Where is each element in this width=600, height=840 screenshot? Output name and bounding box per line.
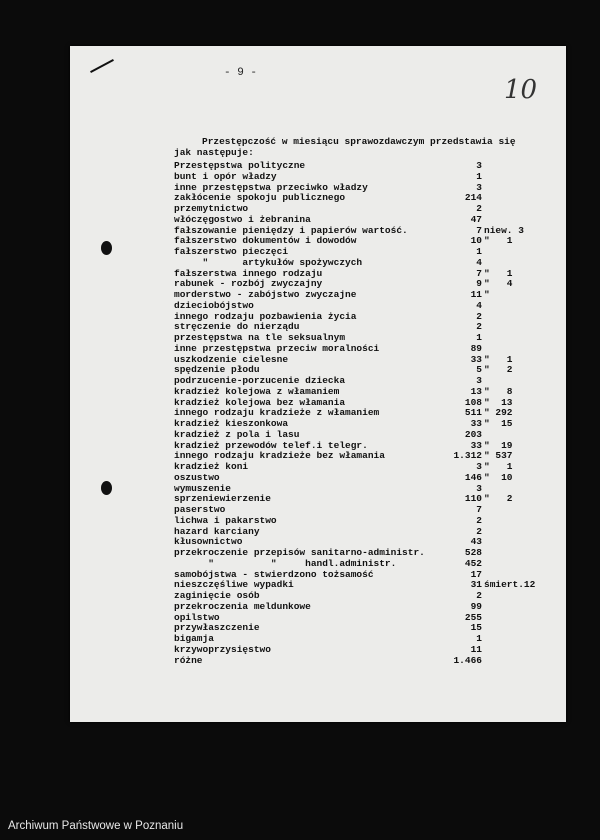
row-count: 214 [464,192,482,204]
archive-label: Archiwum Państwowe w Poznaniu [8,820,184,832]
row-count: 2 [476,525,482,537]
row-label: kradzież kieszonkowa [174,418,289,429]
statistics-row [174,268,482,279]
statistics-row [174,311,482,322]
statistics-row [174,622,482,633]
intro-text [174,136,516,158]
row-note: " 1 [484,461,513,472]
row-label: kradzież kolejowa bez włamania [174,396,346,408]
statistics-row [174,235,482,246]
statistics-row [174,332,482,343]
row-label: morderstwo - zabójstwo zwyczajne [174,289,357,300]
row-note: niew. 3 [484,224,524,236]
statistics-row [174,644,482,655]
row-count: 146 [464,471,482,483]
statistics-row [174,278,482,289]
row-label: innego rodzaju pozbawienia życia [174,310,357,322]
row-count: 11 [470,643,482,655]
folio-number: 10 [504,75,538,105]
row-label: kradzież z pola i lasu [174,428,300,440]
row-count: 1 [476,170,482,182]
row-label: " artykułów spożywczych [174,256,363,268]
statistics-row [174,397,482,408]
row-label: sprzeniewierzenie [174,493,271,505]
row-count: 452 [464,557,482,569]
statistics-row [174,472,482,483]
row-count: 99 [470,600,482,612]
row-count: 110 [464,493,482,505]
row-label: opilstwo [174,611,220,623]
row-note: śmiert.12 [484,579,536,591]
statistics-row [174,300,482,311]
statistics-row [174,343,482,354]
intro-line-2: jak następuje: [174,147,254,158]
punch-hole [101,241,112,255]
row-label: fałszerstwa innego rodzaju [174,267,323,279]
statistics-row [174,450,482,461]
row-count: 3 [476,482,482,494]
statistics-row [174,203,482,214]
row-count: 11 [470,289,482,300]
statistics-row [174,182,482,193]
row-count: 13 [470,385,482,397]
row-note: " [484,289,490,300]
row-count: 33 [470,439,482,451]
statistics-row [174,407,482,418]
row-count: 2 [476,321,482,333]
row-label: zakłócenie spokoju publicznego [174,192,346,204]
row-label: fałszerstwo pieczęci [174,246,289,257]
row-count: 4 [476,256,482,268]
row-count: 2 [476,203,482,214]
statistics-row [174,569,482,580]
row-label: lichwa i pakarstwo [174,514,277,526]
page-number: - 9 - [224,67,258,79]
row-count: 7 [476,224,482,236]
row-label: " " handl.administr. [174,557,397,569]
row-count: 89 [470,342,482,354]
statistics-row [174,493,482,504]
intro-line-1: Przestępczość w miesiącu sprawozdawczym przedstawia się [202,136,516,147]
row-note: " 2 [484,493,513,505]
row-label: nieszczęśliwe wypadki [174,579,294,591]
row-count: 43 [470,536,482,548]
statistics-row [174,364,482,375]
row-count: 9 [476,278,482,290]
statistics-row [174,418,482,429]
statistics-row [174,429,482,440]
row-note: " 10 [484,471,513,483]
statistics-row [174,386,482,397]
row-label: fałszerstwo dokumentów i dowodów [174,235,357,247]
row-label: przemytnictwo [174,203,249,214]
row-label: przekroczenie przepisów sanitarno-administr. [174,547,425,558]
row-note: " 1 [484,353,513,365]
row-label: innego rodzaju kradzieże z włamaniem [174,407,380,419]
statistics-row [174,440,482,451]
row-count: 528 [464,547,482,558]
statistics-row [174,504,482,515]
row-label: bunt i opór władzy [174,170,277,182]
row-label: przywłaszczenie [174,622,260,634]
row-note: " 537 [484,450,513,462]
row-label: krzywoprzysięstwo [174,643,271,655]
row-note: " 292 [484,407,513,419]
statistics-row [174,225,482,236]
statistics-row [174,515,482,526]
row-count: 7 [476,504,482,515]
row-label: wymuszenie [174,482,232,494]
row-count: 255 [464,611,482,623]
row-label: włóczęgostwo i żebranina [174,213,311,225]
row-count: 2 [476,590,482,601]
row-label: stręczenie do nierządu [174,321,300,333]
statistics-row [174,289,482,300]
row-label: inne przestępstwa przeciwko władzy [174,181,368,193]
row-note: " 8 [484,385,513,397]
row-label: paserstwo [174,504,226,515]
row-count: 203 [464,428,482,440]
statistics-row [174,579,482,590]
statistics-row [174,321,482,332]
row-label: inne przestępstwa przeciw moralności [174,342,380,354]
statistics-row [174,171,482,182]
row-label: kradzież koni [174,461,249,472]
statistics-row [174,612,482,623]
row-count: 1 [476,633,482,644]
row-note: " 1 [484,267,513,279]
row-label: hazard karciany [174,525,260,537]
row-count: 17 [470,568,482,580]
row-label: dzieciobójstwo [174,299,254,311]
row-count: 7 [476,267,482,279]
row-label: przestępstwa na tle seksualnym [174,332,346,343]
row-count: 5 [476,364,482,376]
statistics-row [174,160,482,171]
statistics-row [174,633,482,644]
row-label: Przestępstwa polityczne [174,160,306,171]
row-label: rabunek - rozbój zwyczajny [174,278,323,290]
row-count: 108 [464,396,482,408]
row-label: różne [174,654,203,666]
row-count: 47 [470,213,482,225]
row-count: 33 [470,418,482,429]
row-label: spędzenie płodu [174,364,260,376]
row-label: kłusownictwo [174,536,243,548]
row-label: innego rodzaju kradzieże bez włamania [174,450,385,462]
statistics-row [174,461,482,472]
row-count: 3 [476,181,482,193]
row-count: 1 [476,246,482,257]
row-label: kradzież kolejowa z włamaniem [174,385,340,397]
row-count: 1 [476,332,482,343]
row-count: 2 [476,310,482,322]
row-count: 3 [476,375,482,386]
row-count: 10 [470,235,482,247]
row-count: 511 [464,407,482,419]
row-note: " 13 [484,396,513,408]
row-count: 1.312 [453,450,482,462]
row-label: uszkodzenie cielesne [174,353,289,365]
statistics-row [174,483,482,494]
statistics-row [174,526,482,537]
row-note: " 2 [484,364,513,376]
statistics-row [174,547,482,558]
row-count: 3 [476,160,482,171]
row-label: kradzież przewodów telef.i telegr. [174,439,368,451]
statistics-row [174,375,482,386]
statistics-row [174,601,482,612]
statistics-row [174,354,482,365]
row-count: 2 [476,514,482,526]
punch-hole [101,481,112,495]
row-note: " 1 [484,235,513,247]
row-count: 4 [476,299,482,311]
statistics-row [174,655,482,666]
row-count: 31 [470,579,482,591]
row-count: 15 [470,622,482,634]
row-count: 33 [470,353,482,365]
statistics-row [174,536,482,547]
row-label: zaginięcie osób [174,590,260,601]
statistics-row [174,246,482,257]
statistics-row [174,214,482,225]
statistics-row [174,590,482,601]
row-count: 3 [476,461,482,472]
row-label: samobójstwa - stwierdzono tożsamość [174,568,374,580]
row-label: podrzucenie-porzucenie dziecka [174,375,346,386]
statistics-row [174,192,482,203]
statistics-row [174,257,482,268]
row-count: 1.466 [453,654,482,666]
row-note: " 15 [484,418,513,429]
row-note: " 19 [484,439,513,451]
row-label: bigamja [174,633,214,644]
statistics-row [174,558,482,569]
row-label: fałszowanie pieniędzy i papierów wartość. [174,224,408,236]
row-note: " 4 [484,278,513,290]
row-label: przekroczenia meldunkowe [174,600,311,612]
row-label: oszustwo [174,471,220,483]
footer-bar [0,814,300,840]
